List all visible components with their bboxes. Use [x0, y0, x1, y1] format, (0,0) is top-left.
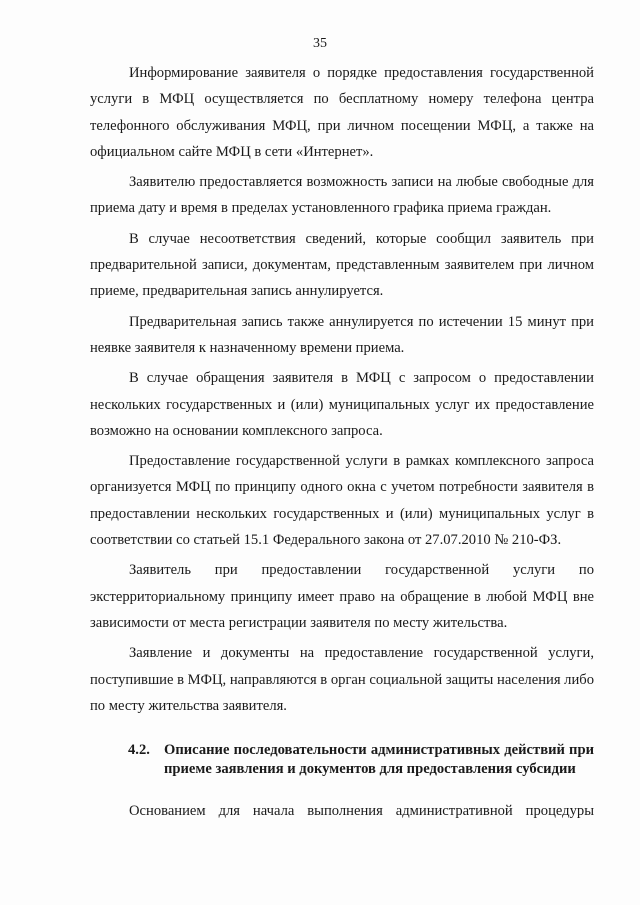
paragraph-one-window: Предоставление государственной услуги в рамках комплексного запроса организуется МФЦ по принципу одного окна с учетом потребности заявителя в предоставлении нескольких государственных и (или) муниципальных услуг в соответствии со статьей 15.1 Федерального закона от 27.07.2010 № 210-ФЗ.	[90, 453, 594, 549]
paragraph-informing: Информирование заявителя о порядке предоставления государственной услуги в МФЦ осуществляется по бесплатному номеру телефона центра телефонного обслуживания МФЦ, при личном посещении МФЦ, а также на официальном сайте МФЦ в сети «Интернет».	[90, 65, 594, 160]
section-title: Описание последовательности административных действий при приеме заявления и документов для предоставления субсидии	[164, 742, 594, 777]
paragraph-mismatch: В случае несоответствия сведений, которые сообщил заявитель при предварительной записи, документам, представленным заявителем при личном приеме, предварительная запись аннулируется.	[90, 230, 594, 300]
page-number: 35	[313, 36, 327, 51]
paragraph-appointment: Заявителю предоставляется возможность записи на любые свободные для приема дату и время в пределах установленного графика приема граждан.	[90, 174, 594, 217]
paragraph-forwarding: Заявление и документы на предоставление государственной услуги, поступившие в МФЦ, направляются в орган социальной защиты населения либо по месту жительства заявителя.	[90, 645, 594, 714]
section-heading	[90, 741, 594, 778]
section-number: 4.2.	[128, 742, 150, 759]
paragraph-basis: Основанием для начала выполнения административной процедуры	[129, 803, 594, 820]
paragraph-complex-request: В случае обращения заявителя в МФЦ с запросом о предоставлении нескольких государственных и (или) муниципальных услуг их предоставление возможно на основании комплексного запроса.	[90, 370, 594, 439]
paragraph-exterritorial: Заявитель при предоставлении государственной услуги по экстерриториальному принципу имеет право на обращение в любой МФЦ вне зависимости от места регистрации заявителя по месту жительства.	[90, 562, 594, 631]
document-body	[90, 60, 594, 828]
paragraph-cancellation: Предварительная запись также аннулируется по истечении 15 минут при неявке заявителя к назначенному времени приема.	[90, 313, 594, 356]
